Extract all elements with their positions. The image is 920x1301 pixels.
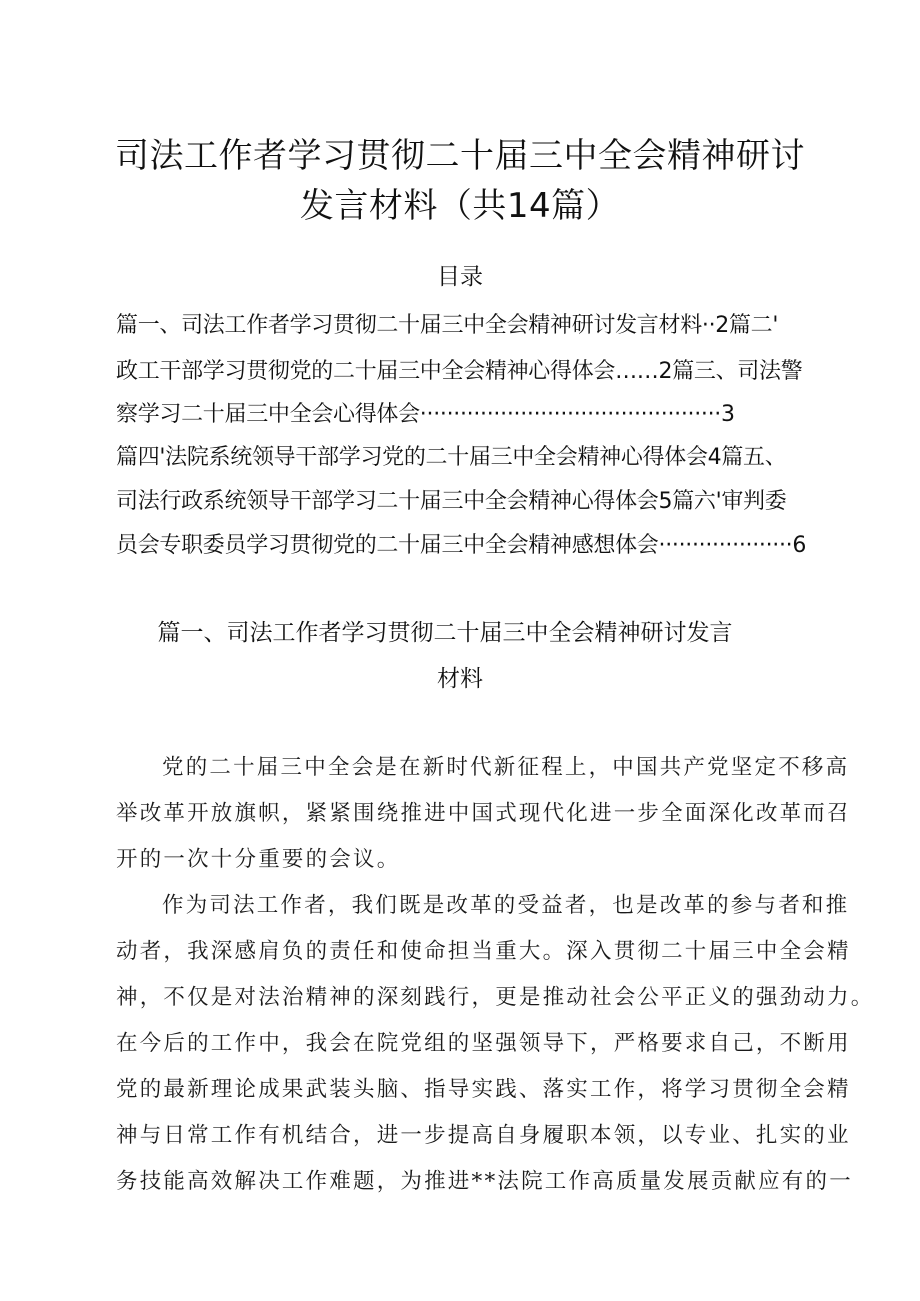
toc-heading: 目录 [437, 264, 483, 290]
body-paragraph-line: 神，不仅是对法治精神的深刻践行，更是推动社会公平正义的强劲动力。 [116, 985, 875, 1010]
toc-line[interactable]: 察学习二十届三中全会心得体会·············································3 [116, 402, 735, 427]
section-title-line-2: 材料 [437, 666, 483, 692]
section-title-line-1: 篇一、司法工作者学习贯彻二十届三中全会精神研讨发言 [157, 620, 733, 646]
toc-line[interactable]: 政工干部学习贯彻党的二十届三中全会精神心得体会……2篇三、司法警 [116, 359, 803, 384]
body-paragraph-line: 在今后的工作中，我会在院党组的坚强领导下，严格要求自己，不断用 [116, 1031, 851, 1056]
toc-line[interactable]: 篇四'法院系统领导干部学习党的二十届三中全会精神心得体会4篇五、 [116, 445, 787, 470]
body-paragraph-line: 动者，我深感肩负的责任和使命担当重大。深入贯彻二十届三中全会精 [116, 939, 851, 964]
body-paragraph-line: 开的一次十分重要的会议。 [116, 847, 401, 872]
body-paragraph-line: 党的最新理论成果武装头脑、指导实践、落实工作，将学习贯彻全会精 [116, 1077, 851, 1102]
body-paragraph-line: 举改革开放旗帜，紧紧围绕推进中国式现代化进一步全面深化改革而召 [116, 801, 851, 826]
document-title-line-2: 发言材料（共14篇） [299, 186, 621, 226]
document-title-line-1: 司法工作者学习贯彻二十届三中全会精神研讨 [115, 136, 805, 176]
toc-line[interactable]: 篇一、司法工作者学习贯彻二十届三中全会精神研讨发言材料··2篇二' [116, 313, 779, 338]
body-paragraph-line: 神与日常工作有机结合，进一步提高自身履职本领，以专业、扎实的业 [116, 1123, 851, 1148]
body-paragraph-line: 党的二十届三中全会是在新时代新征程上，中国共产党坚定不移高 [162, 755, 850, 780]
toc-line[interactable]: 员会专职委员学习贯彻党的二十届三中全会精神感想体会····················6 [116, 533, 807, 558]
body-paragraph-line: 务技能高效解决工作难题，为推进**法院工作高质量发展贡献应有的一 [116, 1169, 853, 1194]
body-paragraph-line: 作为司法工作者，我们既是改革的受益者，也是改革的参与者和推 [162, 893, 850, 918]
toc-line[interactable]: 司法行政系统领导干部学习二十届三中全会精神心得体会5篇六'审判委 [116, 489, 787, 514]
